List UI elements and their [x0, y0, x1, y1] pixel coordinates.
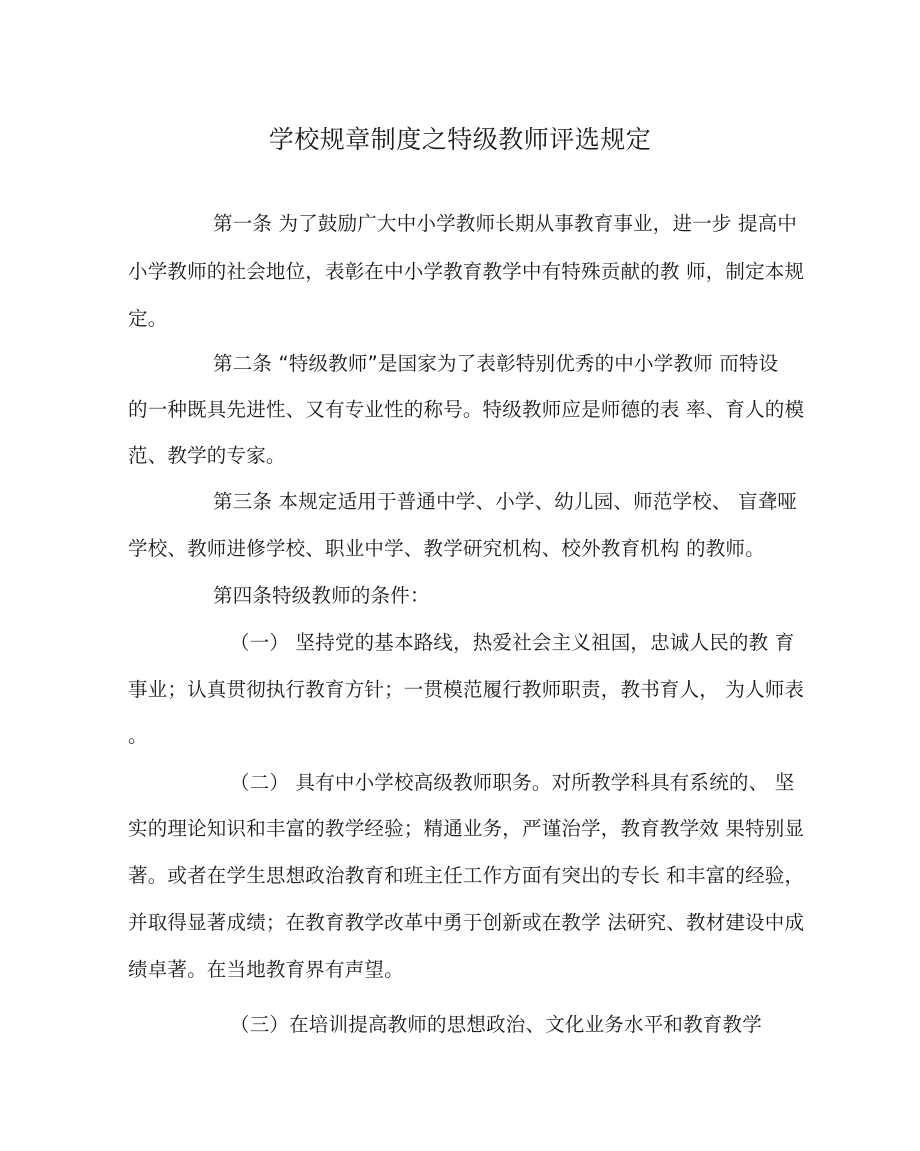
- article-2-line-1: 第二条 “特级教师”是国家为了表彰特别优秀的中小学教师 而特设: [213, 352, 779, 375]
- article-1-line-3: 定。: [128, 307, 168, 330]
- condition-2-line-1: （二） 具有中小学校高级教师职务。对所教学科具有系统的、 坚: [230, 771, 795, 794]
- condition-3-line-1: （三）在培训提高教师的思想政治、文化业务水平和教育教学: [230, 1013, 762, 1036]
- condition-1-line-2: 事业；认真贯彻执行教育方针；一贯模范履行教师职责，教书育人， 为人师表: [128, 678, 805, 701]
- condition-2-line-2: 实的理论知识和丰富的教学经验；精通业务，严谨治学，教育教学效 果特别显: [128, 817, 805, 840]
- article-1-line-1: 第一条 为了鼓励广大中小学教师长期从事教育事业，进一步 提高中: [213, 212, 798, 235]
- article-2-line-2: 的一种既具先进性、又有专业性的称号。特级教师应是师德的表 率、育人的模: [128, 398, 805, 421]
- condition-1-line-1: （一） 坚持党的基本路线，热爱社会主义祖国，忠诚人民的教 育: [230, 631, 795, 654]
- article-1-line-2: 小学教师的社会地位，表彰在中小学教育教学中有特殊贡献的教 师，制定本规: [128, 260, 805, 283]
- article-3-line-1: 第三条 本规定适用于普通中学、小学、幼儿园、师范学校、 盲聋哑: [213, 490, 798, 513]
- document-title: 学校规章制度之特级教师评选规定: [268, 125, 652, 154]
- condition-1-line-3: 。: [128, 724, 148, 747]
- article-3-line-2: 学校、教师进修学校、职业中学、教学研究机构、校外教育机构 的教师。: [128, 537, 765, 560]
- condition-2-line-5: 绩卓著。在当地教育界有声望。: [128, 958, 404, 981]
- condition-2-line-3: 著。或者在学生思想政治教育和班主任工作方面有突出的专长 和丰富的经验，: [128, 864, 805, 887]
- condition-2-line-4: 并取得显著成绩；在教育教学改革中勇于创新或在教学 法研究、教材建设中成: [128, 911, 805, 934]
- article-4-heading: 第四条特级教师的条件：: [213, 584, 430, 607]
- article-2-line-3: 范、教学的专家。: [128, 444, 286, 467]
